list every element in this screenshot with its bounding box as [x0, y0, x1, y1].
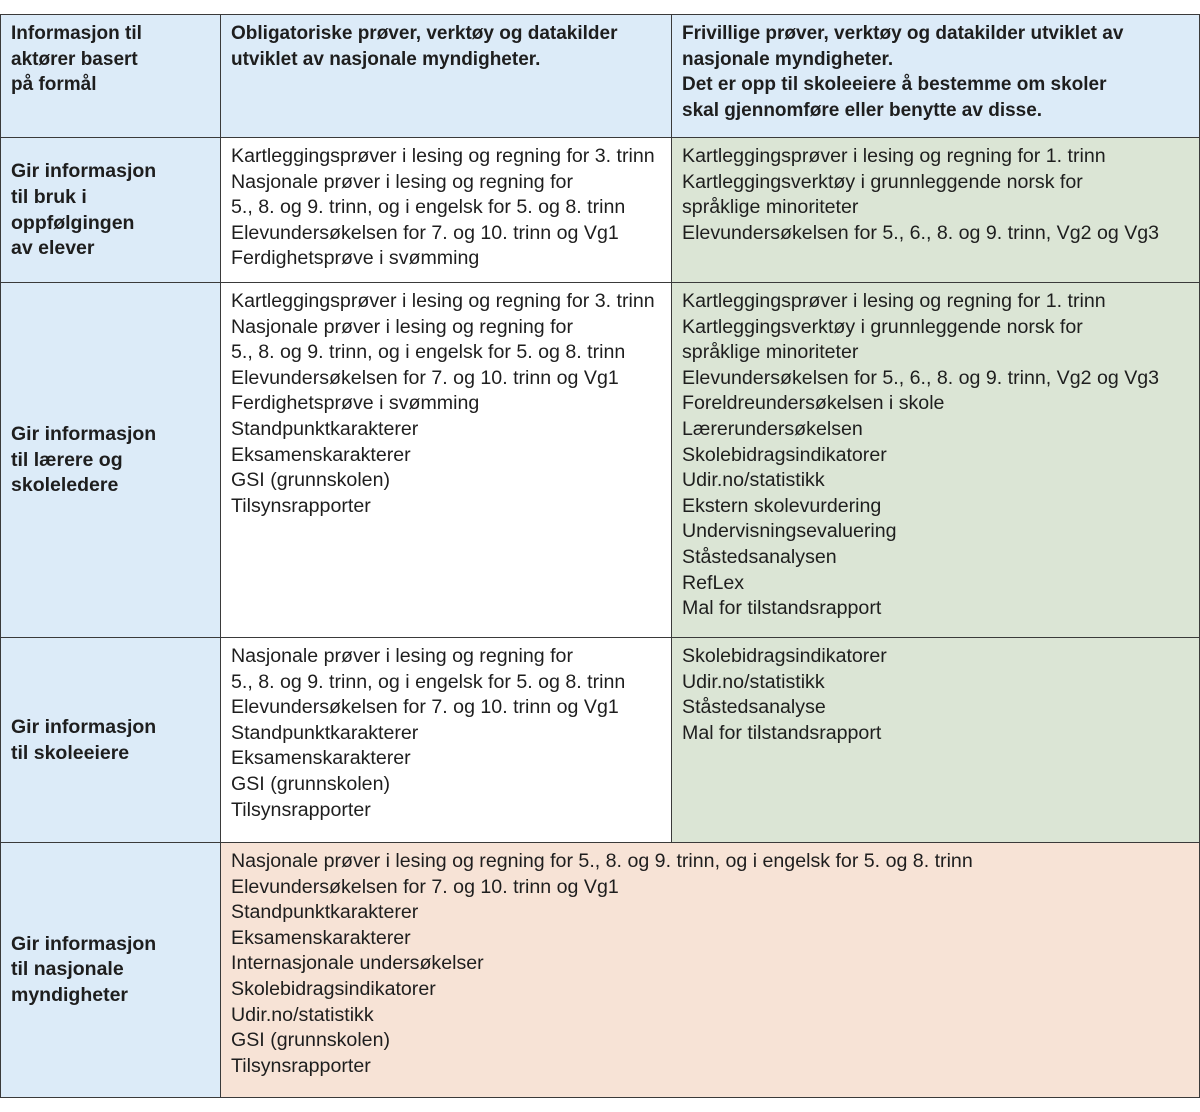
cell-line: Mal for tilstandsrapport [682, 721, 882, 744]
cell-line: Elevundersøkelsen for 5., 6., 8. og 9. trinn, Vg2 og Vg3 [682, 221, 1160, 244]
cell-line: Gir informasjon [11, 932, 157, 955]
optional-teachers [671, 282, 1200, 639]
cell-line: 5., 8. og 9. trinn, og i engelsk for 5. og 8. trinn [231, 341, 626, 364]
cell-line: skal gjennomføre eller benytte av disse. [682, 99, 1043, 121]
cell-line: Kartleggingsverktøy i grunnleggende norsk for [682, 315, 1083, 338]
optional-owners [671, 637, 1200, 844]
cell-line: Kartleggingsprøver i lesing og regning for 3. trinn [231, 145, 655, 167]
cell-line: Gir informasjon [11, 160, 157, 183]
mandatory-students [220, 137, 673, 284]
cell-line: Kartleggingsprøver i lesing og regning for 1. trinn [682, 290, 1106, 312]
cell-line: 5., 8. og 9. trinn, og i engelsk for 5. og 8. trinn [231, 670, 626, 693]
row-header-owners [0, 637, 222, 844]
cell-line: av elever [11, 237, 95, 260]
cell-line: Kartleggingsverktøy i grunnleggende norsk for [682, 170, 1083, 193]
cell-line: Kartleggingsprøver i lesing og regning for 3. trinn [231, 290, 655, 312]
cell-line: Mal for tilstandsrapport [682, 597, 882, 620]
cell-line: Standpunktkarakterer [231, 721, 419, 744]
cell-line: Elevundersøkelsen for 7. og 10. trinn og Vg1 [231, 696, 619, 719]
cell-line: Foreldreundersøkelsen i skole [682, 392, 945, 415]
cell-line: 5., 8. og 9. trinn, og i engelsk for 5. og 8. trinn [231, 196, 626, 219]
cell-line: Ferdighetsprøve i svømming [231, 247, 480, 270]
cell-line: Eksamenskarakterer [231, 747, 411, 770]
cell-line: Det er opp til skoleeiere å bestemme om skoler [682, 74, 1107, 95]
info-table [0, 14, 1200, 1098]
cell-line: til bruk i [11, 185, 87, 208]
cell-line: Gir informasjon [11, 423, 157, 446]
cell-line: språklige minoriteter [682, 196, 859, 219]
cell-line: Elevundersøkelsen for 7. og 10. trinn og Vg1 [231, 875, 619, 898]
cell-line: GSI (grunnskolen) [231, 469, 390, 492]
header-mandatory [220, 14, 673, 139]
cell-line: Internasjonale undersøkelser [231, 952, 484, 975]
cell-line: aktører basert [11, 48, 138, 70]
cell-line: nasjonale myndigheter. [682, 48, 894, 70]
cell-line: Skolebidragsindikatorer [682, 443, 887, 466]
cell-line: Eksamenskarakterer [231, 926, 411, 949]
cell-line: Elevundersøkelsen for 7. og 10. trinn og Vg1 [231, 221, 619, 244]
optional-students [671, 137, 1200, 284]
cell-line: Nasjonale prøver i lesing og regning for [231, 315, 573, 338]
cell-line: Lærerundersøkelsen [682, 417, 863, 440]
cell-line: Skolebidragsindikatorer [682, 645, 887, 667]
cell-line: språklige minoriteter [682, 341, 859, 364]
cell-line: Nasjonale prøver i lesing og regning for 5., 8. og 9. trinn, og i engelsk for 5. og 8. trinn [231, 850, 973, 872]
cell-line: Tilsynsrapporter [231, 1054, 371, 1077]
header-purpose [0, 14, 222, 139]
cell-line: Nasjonale prøver i lesing og regning for [231, 170, 573, 193]
cell-line: GSI (grunnskolen) [231, 772, 390, 795]
cell-line: Skolebidragsindikatorer [231, 977, 436, 1000]
cell-line: skoleledere [11, 474, 119, 497]
cell-line: Kartleggingsprøver i lesing og regning for 1. trinn [682, 145, 1106, 167]
cell-line: Obligatoriske prøver, verktøy og datakilder [231, 23, 618, 44]
cell-line: Eksamenskarakterer [231, 443, 411, 466]
cell-line: Informasjon til [11, 23, 142, 44]
cell-line: Ståstedsanalyse [682, 696, 826, 719]
cell-line: Gir informasjon [11, 715, 157, 738]
cell-line: Standpunktkarakterer [231, 417, 419, 440]
cell-line: Elevundersøkelsen for 5., 6., 8. og 9. trinn, Vg2 og Vg3 [682, 366, 1160, 389]
cell-line: Ferdighetsprøve i svømming [231, 392, 480, 415]
cell-line: RefLex [682, 571, 745, 594]
cell-line: til lærere og [11, 448, 123, 471]
cell-line: utviklet av nasjonale myndigheter. [231, 48, 541, 70]
cell-line: Nasjonale prøver i lesing og regning for [231, 645, 573, 667]
cell-line: Ekstern skolevurdering [682, 494, 882, 517]
combined-national [220, 842, 1200, 1098]
row-header-teachers [0, 282, 222, 639]
mandatory-teachers [220, 282, 673, 639]
header-optional [671, 14, 1200, 139]
cell-line: på formål [11, 74, 97, 95]
cell-line: myndigheter [11, 983, 129, 1006]
cell-line: oppfølgingen [11, 211, 135, 234]
cell-line: Udir.no/statistikk [231, 1003, 374, 1026]
cell-line: Standpunktkarakterer [231, 901, 419, 924]
cell-line: Tilsynsrapporter [231, 798, 371, 821]
cell-line: til nasjonale [11, 958, 124, 981]
cell-line: Ståstedsanalysen [682, 545, 837, 568]
cell-line: til skoleeiere [11, 741, 130, 764]
cell-line: Frivillige prøver, verktøy og datakilder utviklet av [682, 23, 1124, 44]
cell-line: Udir.no/statistikk [682, 469, 825, 492]
cell-line: Udir.no/statistikk [682, 670, 825, 693]
mandatory-owners [220, 637, 673, 844]
cell-line: Undervisningsevaluering [682, 520, 897, 543]
row-header-students [0, 137, 222, 284]
cell-line: GSI (grunnskolen) [231, 1029, 390, 1052]
cell-line: Tilsynsrapporter [231, 494, 371, 517]
row-header-national [0, 842, 222, 1098]
cell-line: Elevundersøkelsen for 7. og 10. trinn og Vg1 [231, 366, 619, 389]
